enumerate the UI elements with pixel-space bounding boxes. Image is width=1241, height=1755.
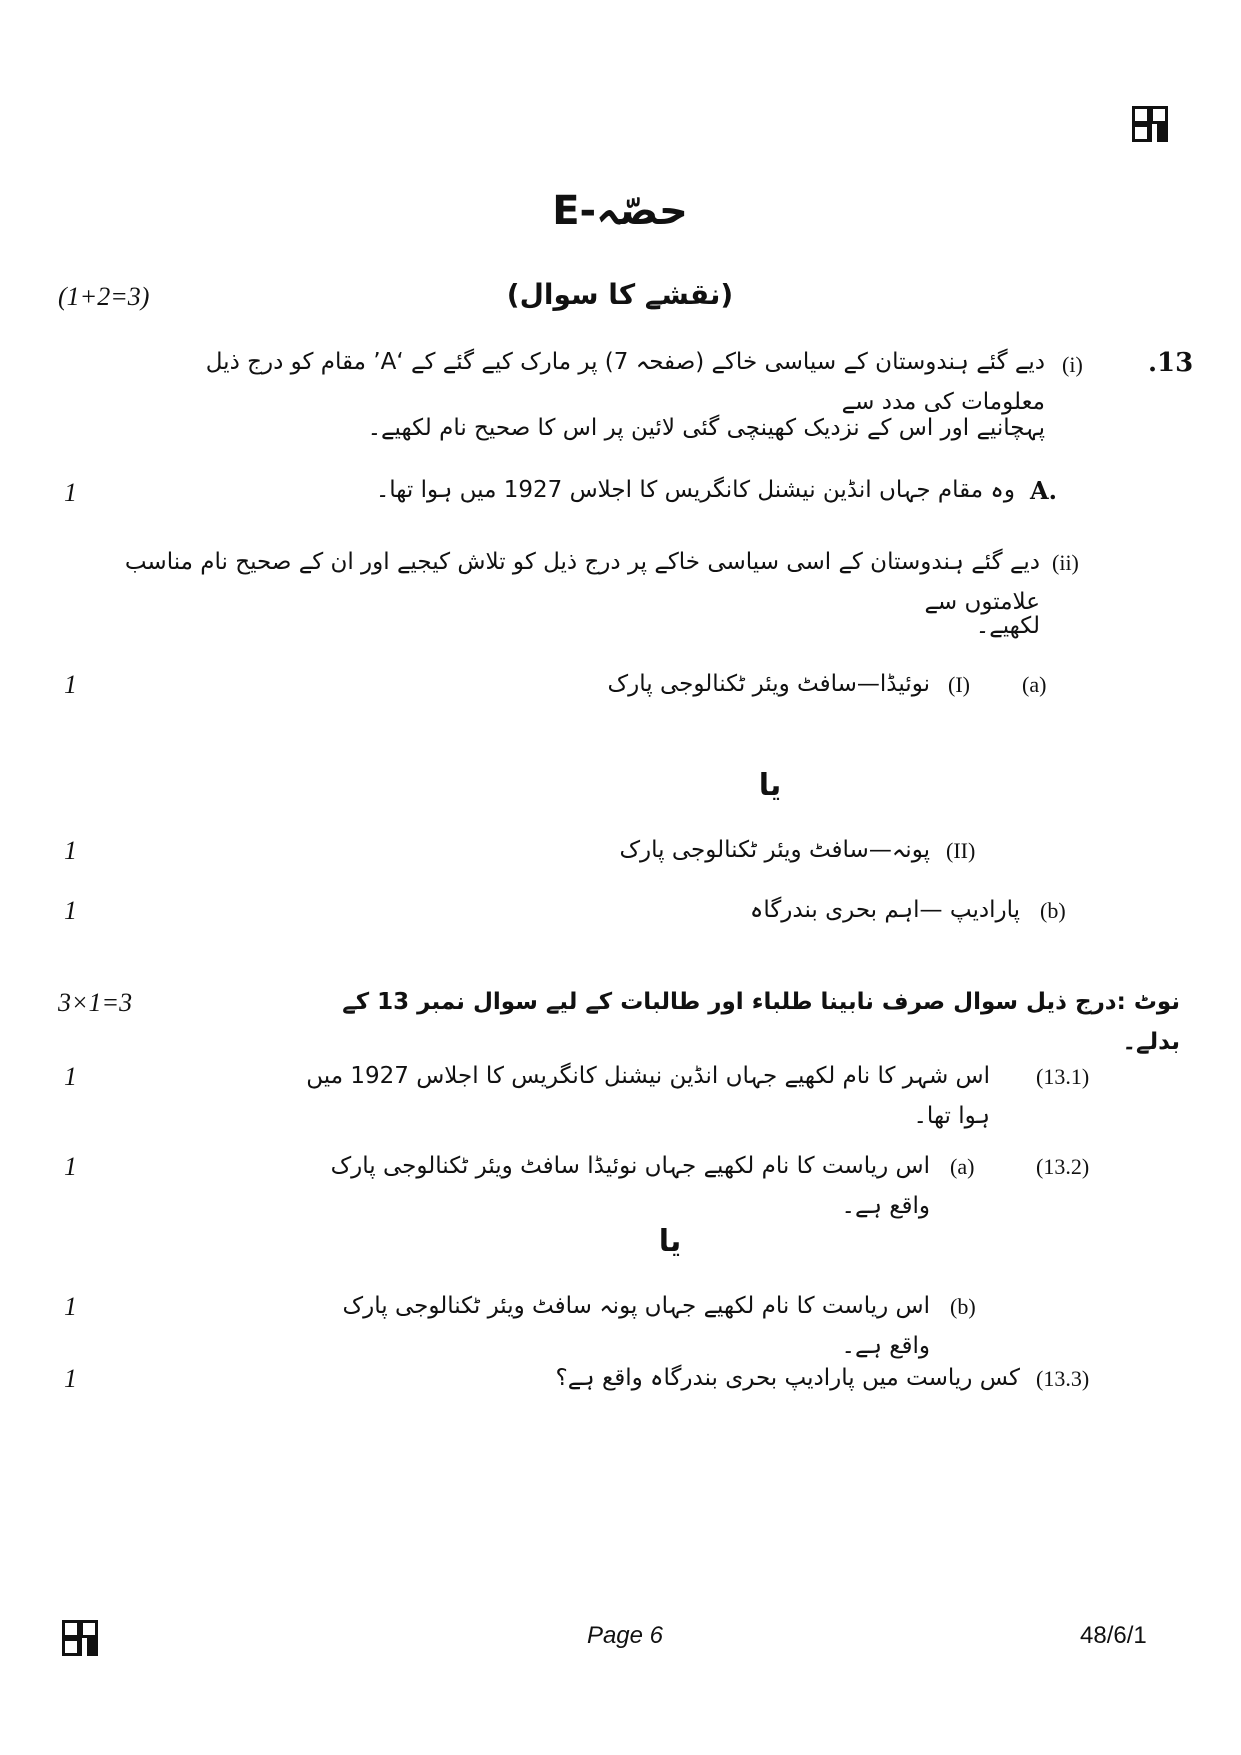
option-I-label: (I) [948,672,970,697]
section-marks: (1+2=3) [58,282,150,311]
mark-a: 1 [64,478,77,507]
question-number: .13 [1148,348,1194,378]
option-I-text: نوئیڈا—سافٹ ویئر ٹکنالوجی پارک [607,671,930,697]
note-text: نوٹ :درج ذیل سوال صرف نابینا طلباء اور طالبات کے لیے سوال نمبر 13 کے بدلے۔ [342,989,1180,1055]
question-i-text-2: پہچانیے اور اس کے نزدیک کھینچی گئی لائین پر اس کا صحیح نام لکھیے۔ [367,415,1045,441]
label-A: A. [1030,476,1057,505]
paper-code: 48/6/1 [1080,1622,1147,1649]
mark-b: 1 [64,896,77,925]
q13-2b-text: اس ریاست کا نام لکھیے جہاں پونہ سافٹ ویئر ٹکنالوجی پارک واقع ہے۔ [342,1293,930,1359]
mark-13-2b: 1 [64,1292,77,1321]
qr-code-bottom [62,1620,98,1656]
q13-3-text: کس ریاست میں پارادیپ بحری بندرگاہ واقع ہے؟ [555,1365,1020,1391]
q13-2b-label: (b) [950,1294,976,1319]
q13-1-text: اس شہر کا نام لکھیے جہاں انڈین نیشنل کانگریس کا اجلاس 1927 میں ہوا تھا۔ [306,1063,990,1129]
page-number: Page 6 [586,1622,664,1649]
question-ii-text: دیے گئے ہندوستان کے اسی سیاسی خاکے پر درج ذیل کو تلاش کیجیے اور ان کے صحیح نام مناسب علامتوں سے [124,549,1040,615]
q13-2a-text: اس ریاست کا نام لکھیے جہاں نوئیڈا سافٹ ویئر ٹکنالوجی پارک واقع ہے۔ [330,1153,930,1219]
mark-II: 1 [64,836,77,865]
q13-3-label: (13.3) [1036,1366,1090,1391]
sub-label-ii: (ii) [1052,550,1079,575]
mark-13-2a: 1 [64,1152,77,1181]
note-marks: 3×1=3 [58,988,133,1017]
section-subtitle: (نقشے کا سوال) [506,278,734,311]
q13-2a-label: (a) [950,1154,975,1179]
q13-1-label: (13.1) [1036,1064,1090,1089]
option-a-label: (a) [1022,672,1047,697]
option-b-label: (b) [1040,898,1066,923]
option-b-text: پارادیپ —اہم بحری بندرگاہ [749,897,1020,923]
question-ii-text-2: لکھیے۔ [975,613,1040,639]
section-title: حصّہ-E [552,188,688,234]
mark-I: 1 [64,670,77,699]
mark-13-1: 1 [64,1062,77,1091]
or-separator-1: یا [758,768,782,803]
question-a-text: وہ مقام جہاں انڈین نیشنل کانگریس کا اجلاس 1927 میں ہوا تھا۔ [375,477,1015,503]
mark-13-3: 1 [64,1364,77,1393]
or-separator-2: یا [658,1224,682,1259]
option-II-text: پونہ—سافٹ ویئر ٹکنالوجی پارک [619,837,930,863]
option-II-label: (II) [946,838,976,863]
sub-label-i: (i) [1062,352,1083,377]
q13-2-label: (13.2) [1036,1154,1090,1179]
question-i-text: دیے گئے ہندوستان کے سیاسی خاکے (صفحہ 7) پر مارک کیے گئے کے ‘A’ مقام کو درج ذیل معلومات کی مدد سے [205,349,1045,415]
qr-code-top [1132,106,1168,142]
